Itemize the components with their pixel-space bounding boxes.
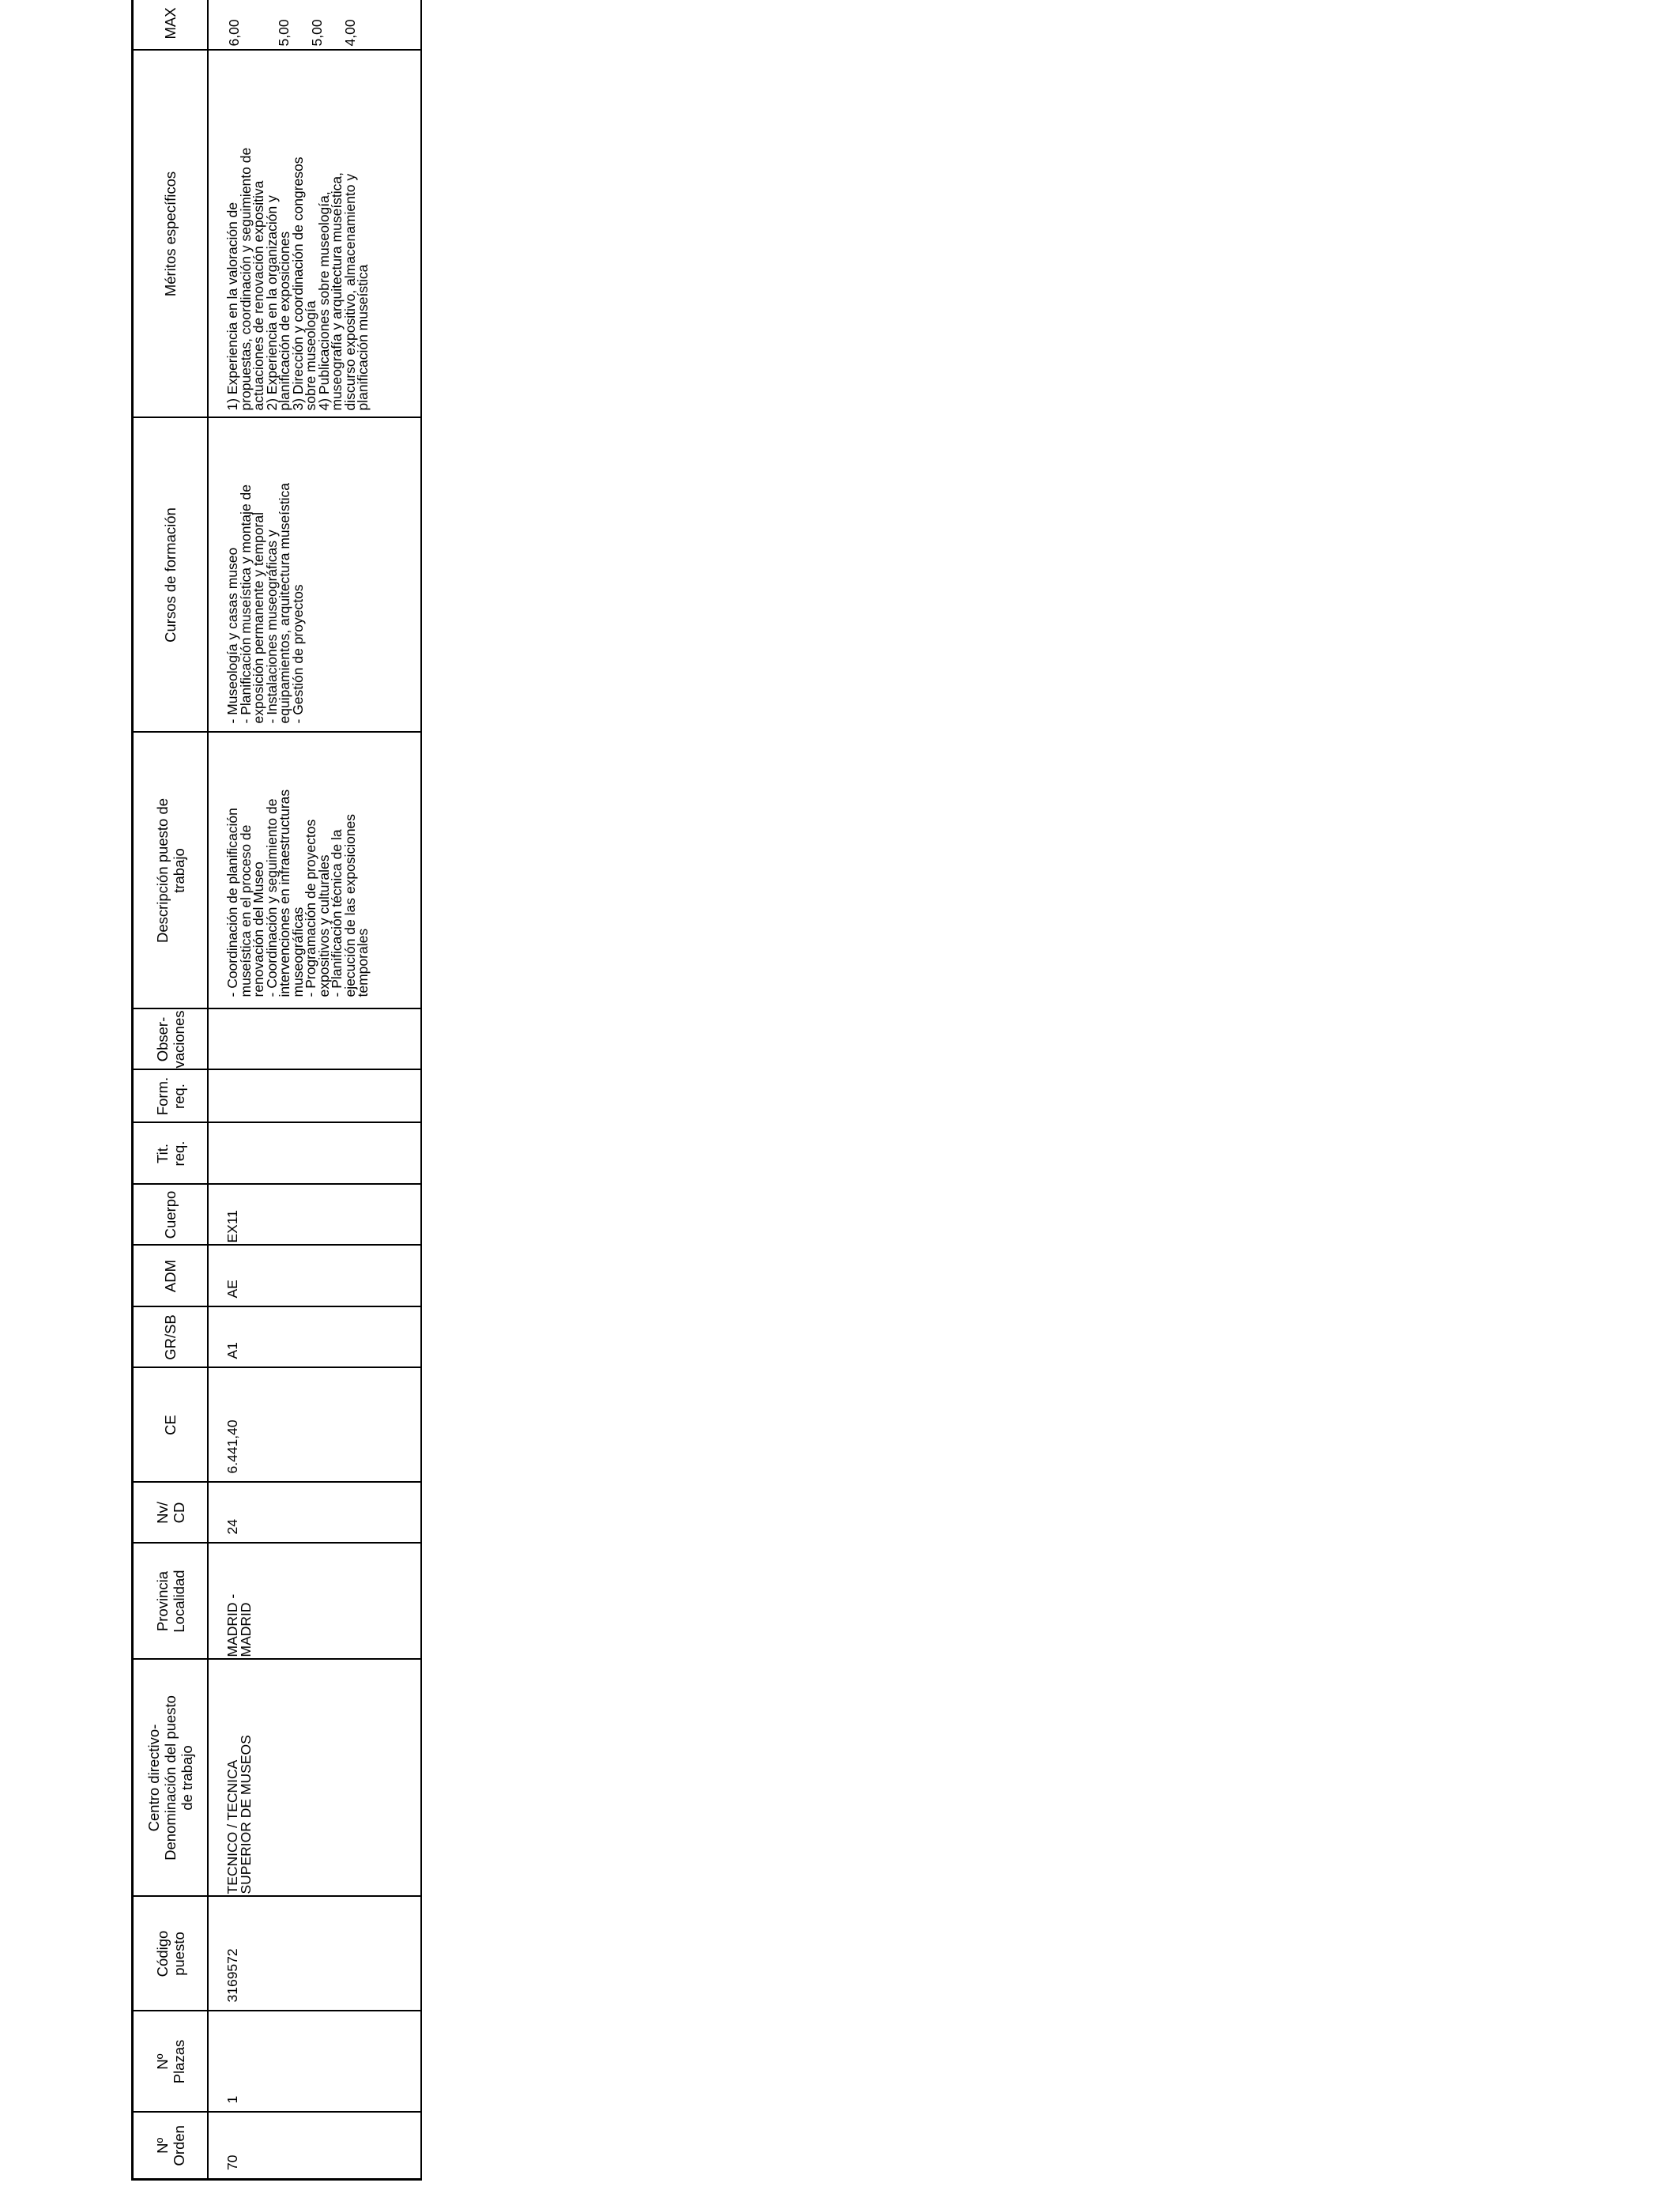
job-table [131,0,422,2181]
rotated-page [131,7,420,2181]
cell-cuerpo: EX11 [208,1185,421,1246]
cell-cursos: - Museología y casas museo - Planificación museística y montaje de exposición permanente y temporal - Instalaciones museográficas y equipamientos, arquitectura museística - Gestión de proyectos [208,418,421,733]
table-row [208,0,421,2180]
cell-codigo: 3169572 [208,1897,421,2011]
cell-nv-cd: 24 [208,1483,421,1544]
header-cuerpo: Cuerpo [133,1185,209,1246]
header-tit-req: Tit. req. [133,1123,209,1185]
cell-descripcion: - Coordinación de planificación museística en el proceso de renovación del Museo - Coordinación y seguimiento de intervenciones en infraestructuras museográficas - Programación de proyectos expositivos y culturales - Planificación técnica de la ejecución de las exposiciones temporales [208,733,421,1009]
header-provincia: Provincia Localidad [133,1544,209,1660]
header-adm: ADM [133,1246,209,1307]
header-ce: CE [133,1368,209,1483]
cell-max: 6,00 5,00 5,00 4,00 [208,0,421,51]
cell-n-orden: 70 [208,2113,421,2180]
cell-gr-sb: A1 [208,1307,421,1368]
cell-ce: 6.441,40 [208,1368,421,1483]
header-n-orden: Nº Orden [133,2113,209,2180]
cell-n-plazas: 1 [208,2011,421,2113]
cell-provincia: MADRID - MADRID [208,1544,421,1660]
header-row [133,0,209,2180]
header-cursos: Cursos de formación [133,418,209,733]
cell-centro: TECNICO / TECNICA SUPERIOR DE MUSEOS [208,1660,421,1897]
cell-observaciones [208,1009,421,1070]
cell-form-req [208,1070,421,1123]
header-nv-cd: Nv/ CD [133,1483,209,1544]
cell-tit-req [208,1123,421,1185]
header-meritos: Méritos específicos [133,51,209,418]
header-max: MAX [133,0,209,51]
header-descripcion: Descripción puesto de trabajo [133,733,209,1009]
cell-meritos: 1) Experiencia en la valoración de propuestas, coordinación y seguimiento de actuaciones de renovación expositiva 2) Experiencia en la organización y planificación de exposiciones 3) Dirección y coordinación de congresos sobre museología 4) Publicaciones sobre museología, museografía y arquitectura museística, discurso expositivo, almacenamiento y planificación museística [208,51,421,418]
header-n-plazas: Nº Plazas [133,2011,209,2113]
header-centro: Centro directivo- Denominación del puesto de trabajo [133,1660,209,1897]
header-form-req: Form. req. [133,1070,209,1123]
header-codigo: Código puesto [133,1897,209,2011]
header-observaciones: Obser- vaciones [133,1009,209,1070]
cell-adm: AE [208,1246,421,1307]
header-gr-sb: GR/SB [133,1307,209,1368]
